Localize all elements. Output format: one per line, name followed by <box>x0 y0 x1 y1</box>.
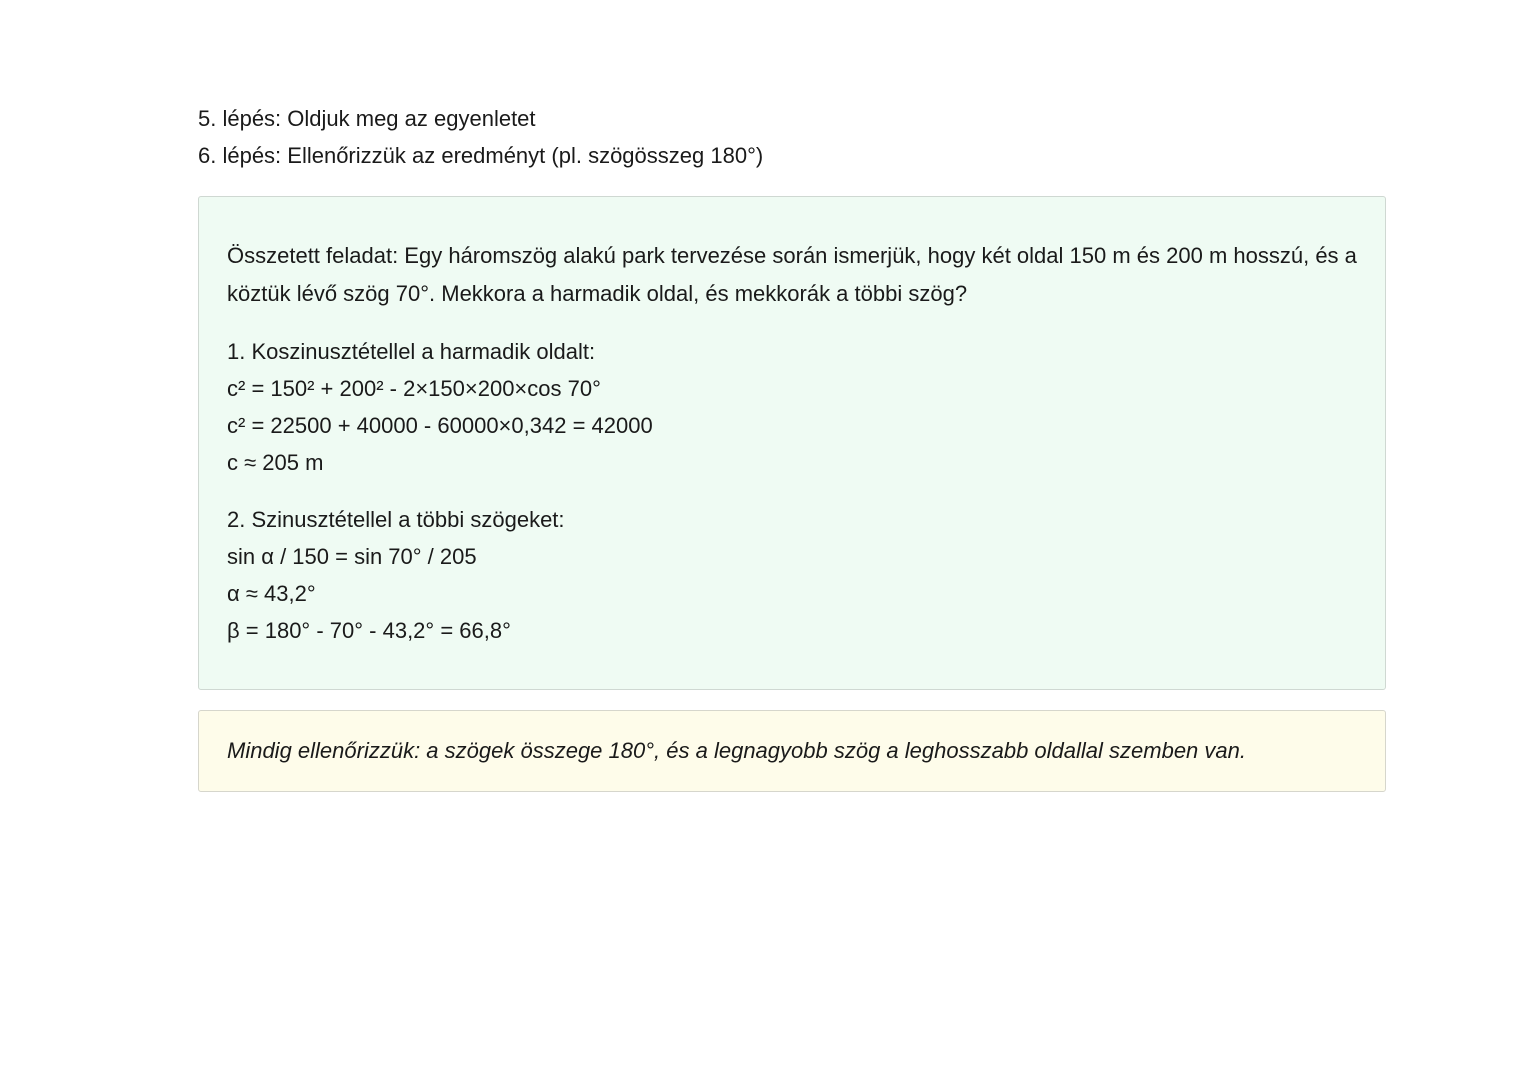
solution-part-1-heading: 1. Koszinusztétellel a harmadik oldalt: <box>227 339 596 364</box>
solution-part-1-calculation: c² = 22500 + 40000 - 60000×0,342 = 42000 <box>227 413 653 438</box>
solution-part-1-formula: c² = 150² + 200² - 2×150×200×cos 70° <box>227 376 601 401</box>
solution-part-2-formula: sin α / 150 = sin 70° / 205 <box>227 544 477 569</box>
tip-box <box>198 710 1386 792</box>
solution-part-2-alpha: α ≈ 43,2° <box>227 581 316 606</box>
solution-part-2-beta: β = 180° - 70° - 43,2° = 66,8° <box>227 618 511 643</box>
example-task: Összetett feladat: Egy háromszög alakú park tervezése során ismerjük, hogy két oldal 150 m és 200 m hosszú, és a köztük lévő szög 70°. Mekkora a harmadik oldal, és mekkorák a többi szög? <box>227 243 1357 306</box>
steps-list <box>198 100 1386 174</box>
step-6: 6. lépés: Ellenőrizzük az eredményt (pl. szögösszeg 180°) <box>198 143 764 168</box>
solution-part-1-result: c ≈ 205 m <box>227 450 324 475</box>
solution-part-2-heading: 2. Szinusztétellel a többi szögeket: <box>227 507 565 532</box>
example-box <box>198 196 1386 690</box>
tip-text: Mindig ellenőrizzük: a szögek összege 180°, és a legnagyobb szög a leghosszabb oldallal szemben van. <box>227 738 1246 763</box>
solution-part-2 <box>227 501 1357 649</box>
step-5: 5. lépés: Oldjuk meg az egyenletet <box>198 106 536 131</box>
solution-part-1 <box>227 333 1357 481</box>
document-page <box>198 100 1386 792</box>
